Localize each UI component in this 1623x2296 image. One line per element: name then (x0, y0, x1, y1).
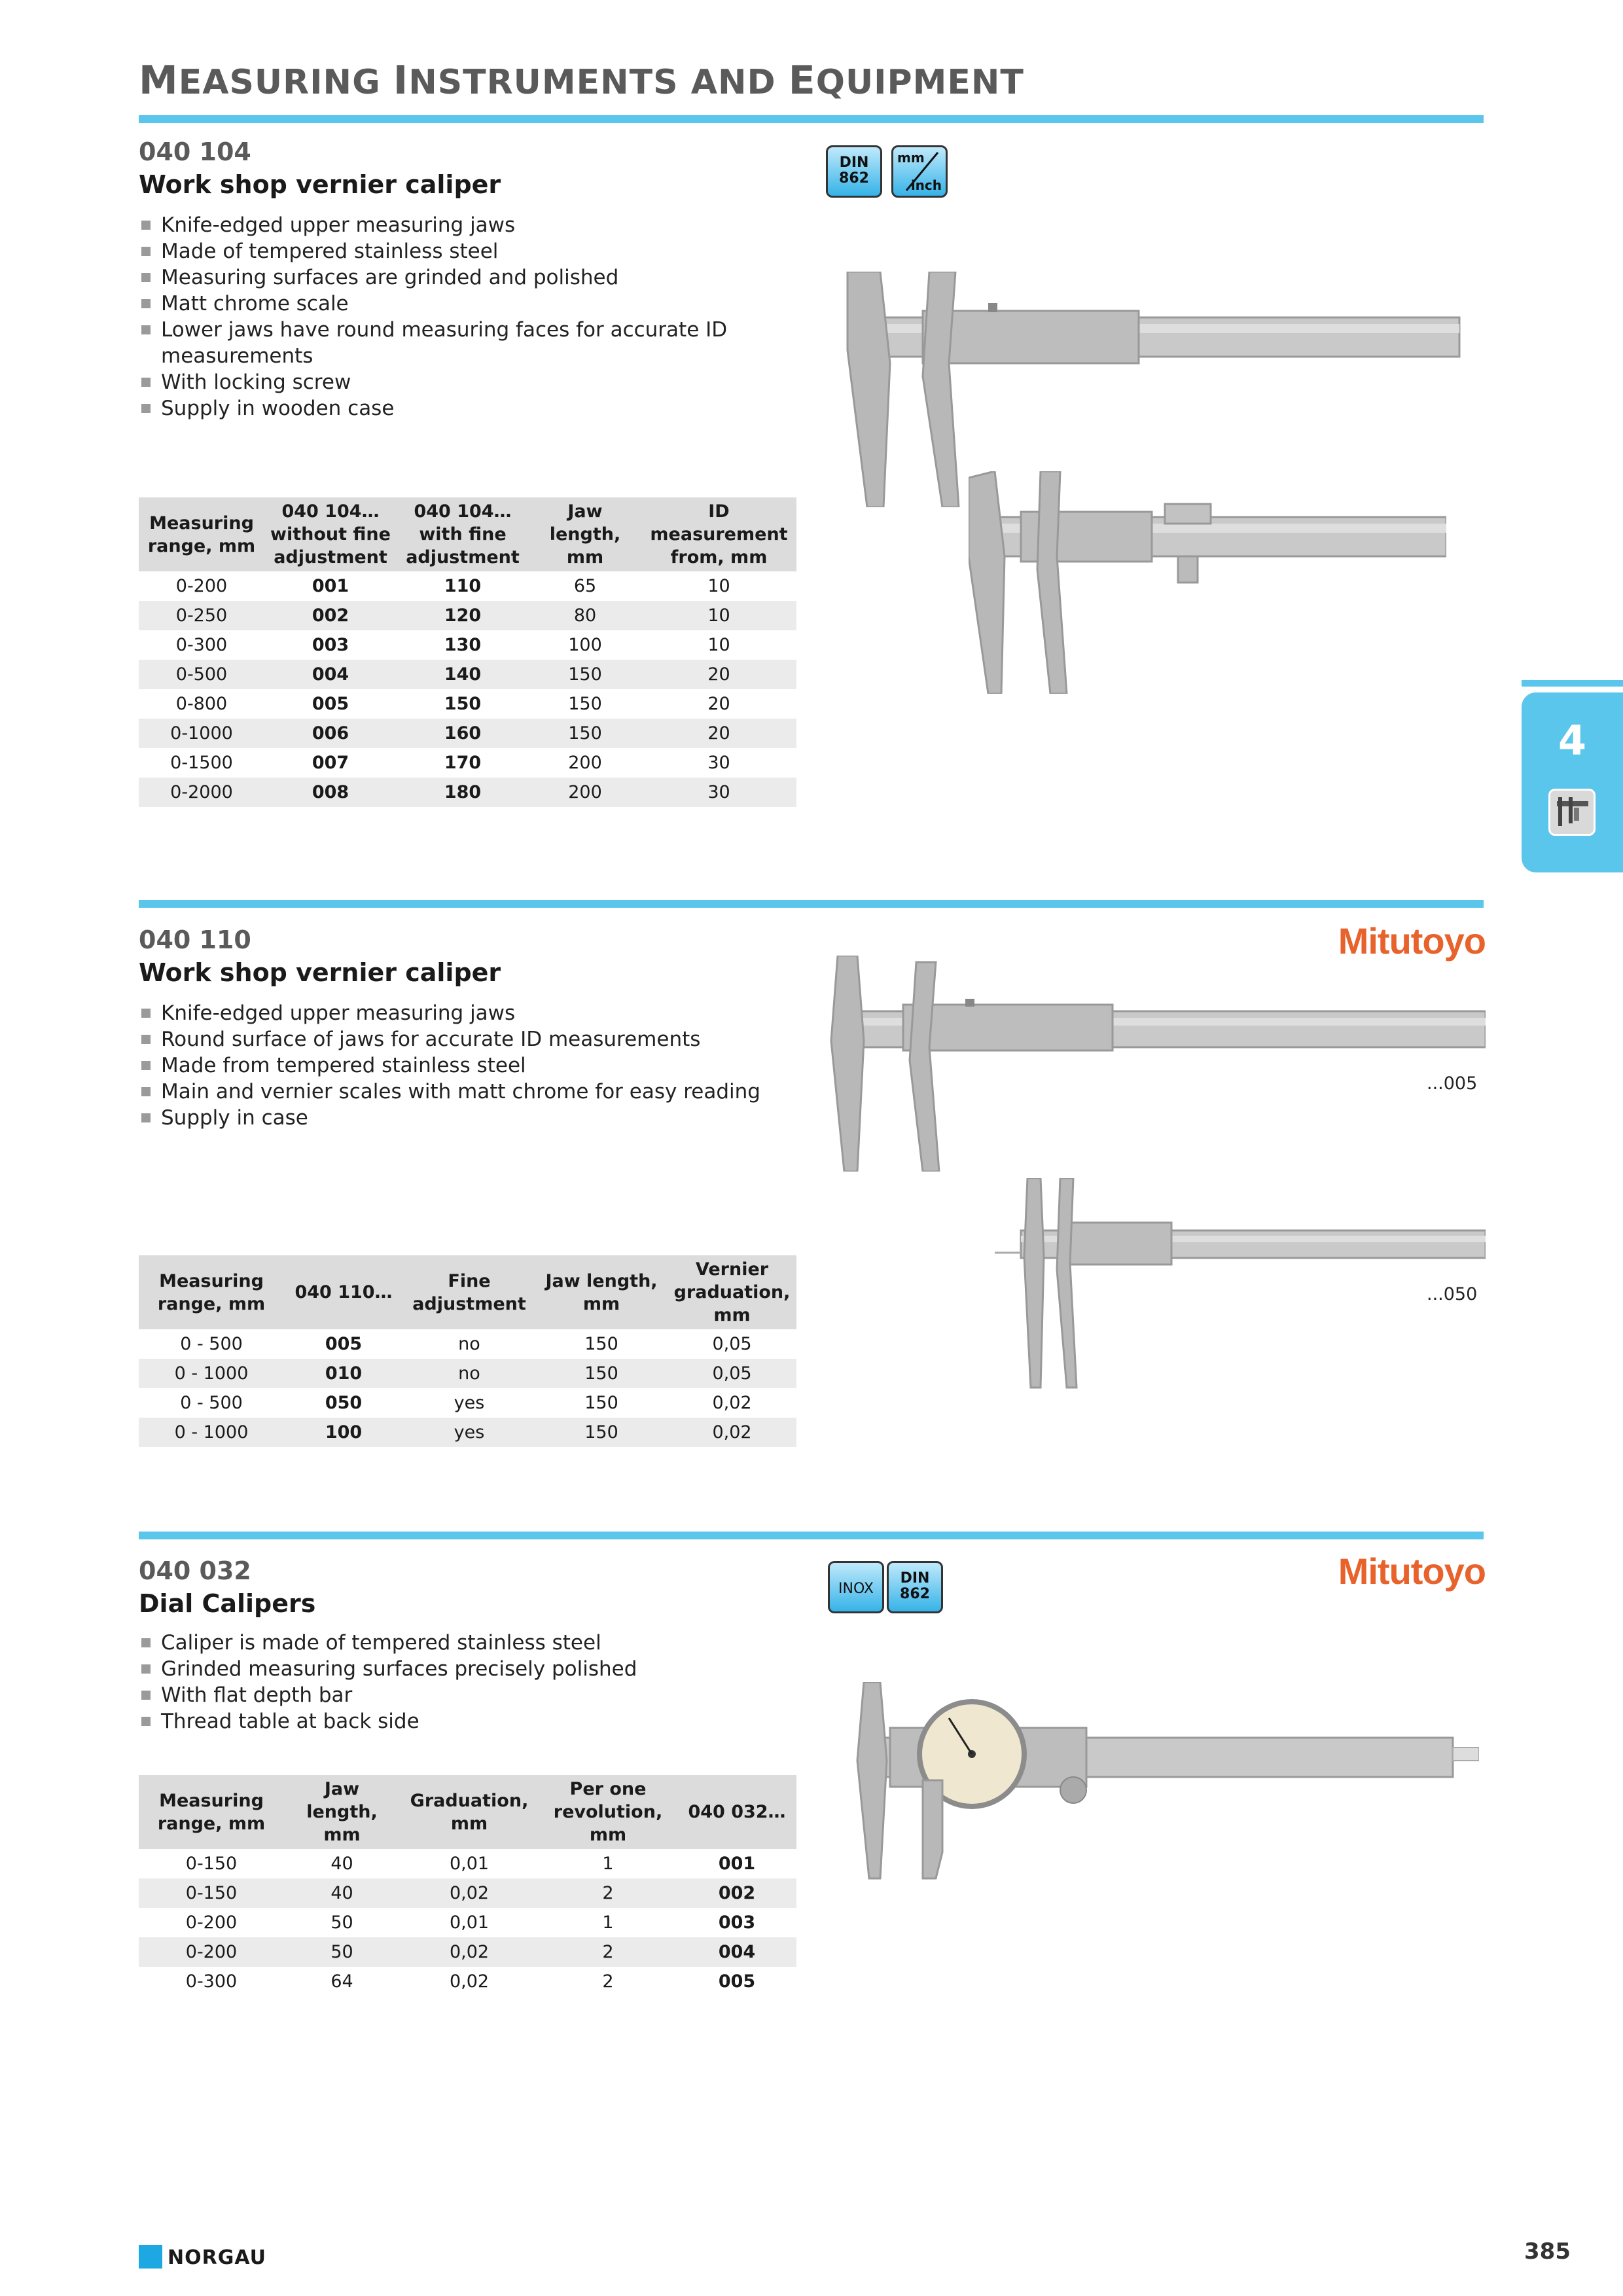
page-title: MEASURING INSTRUMENTS AND EQUIPMENT (139, 58, 1024, 103)
table-row (139, 719, 796, 748)
spec-table (139, 497, 796, 807)
product-code: 040 032 (139, 1556, 251, 1585)
table-cell: 120 (397, 601, 529, 630)
section-rule (139, 1532, 1484, 1539)
table-cell: 1 (602, 1912, 614, 1933)
variant-label: ...050 (1427, 1284, 1478, 1304)
variant-label: ...005 (1427, 1073, 1478, 1094)
table-cell: 150 (444, 694, 482, 714)
section-rule (139, 900, 1484, 908)
table-cell: 007 (312, 753, 349, 773)
column-header: Vernier graduation, mm (668, 1255, 796, 1329)
table-row (139, 689, 796, 719)
din-badge: DIN 862 (887, 1561, 943, 1613)
table-cell: 30 (641, 778, 796, 807)
table-cell: 130 (444, 635, 482, 655)
table-cell: 160 (397, 719, 529, 748)
table-cell: 80 (529, 601, 641, 630)
list-item: Round surface of jaws for accurate ID measurements (139, 1026, 793, 1052)
table-cell: 100 (568, 635, 602, 655)
column-header: Jaw length, mm (529, 497, 641, 571)
table-cell: 005 (718, 1971, 756, 1992)
column-header: Jaw length, mm (284, 1775, 400, 1849)
table-cell: 0,05 (668, 1359, 796, 1388)
table-cell: 003 (312, 635, 349, 655)
table-cell: 0,02 (400, 1937, 539, 1967)
table-cell: 50 (330, 1912, 353, 1933)
table-cell: 110 (444, 576, 482, 596)
table-cell: 0-200 (175, 576, 228, 596)
table-cell: 140 (397, 660, 529, 689)
table-cell: 65 (573, 576, 597, 596)
caliper-image-fine-adjust (969, 471, 1446, 694)
table-cell: 0-1000 (139, 719, 264, 748)
table-cell: 150 (584, 1334, 618, 1354)
list-item: Made of tempered stainless steel (139, 238, 728, 264)
table-cell: 64 (330, 1971, 353, 1992)
table-cell: 0 - 1000 (139, 1418, 284, 1447)
table-cell: 0-150 (185, 1854, 238, 1874)
din-badge: DIN 862 (826, 145, 882, 198)
product-name: Work shop vernier caliper (139, 958, 501, 987)
table-row (139, 660, 796, 689)
table-cell: 0,01 (449, 1912, 490, 1933)
table-cell: 0,02 (712, 1393, 752, 1413)
table-cell: 200 (529, 778, 641, 807)
table-cell: 0-500 (139, 660, 264, 689)
table-cell: 10 (707, 635, 730, 655)
feature-list (139, 1630, 793, 1734)
table-row (139, 1849, 796, 1878)
table-cell: 200 (568, 753, 602, 773)
table-cell: 0,02 (400, 1878, 539, 1908)
mm-inch-badge: mm inch (891, 145, 948, 198)
brand-logo: Mitutoyo (1338, 1551, 1486, 1592)
table-cell: 0-2000 (139, 778, 264, 807)
table-cell: 0,05 (712, 1334, 752, 1354)
table-cell: 40 (284, 1878, 400, 1908)
dial-caliper-image (851, 1682, 1479, 1918)
column-header: 040 110… (284, 1255, 403, 1329)
table-row (139, 1359, 796, 1388)
table-cell: 150 (568, 694, 602, 714)
table-cell: no (403, 1359, 535, 1388)
table-cell: 2 (539, 1878, 677, 1908)
chapter-number: 4 (1558, 717, 1587, 764)
product-name: Work shop vernier caliper (139, 170, 501, 199)
table-cell: 006 (264, 719, 397, 748)
table-cell: 2 (539, 1937, 677, 1967)
table-cell: 20 (641, 660, 796, 689)
list-item: With flat depth bar (139, 1682, 793, 1708)
table-cell: 0-200 (185, 1912, 238, 1933)
table-cell: 005 (312, 694, 349, 714)
list-item: Thread table at back side (139, 1708, 793, 1734)
table-cell: 2 (602, 1971, 614, 1992)
table-cell: 0-200 (139, 1937, 284, 1967)
table-cell: 002 (677, 1878, 796, 1908)
table-cell: 0-800 (175, 694, 228, 714)
table-cell: 20 (641, 719, 796, 748)
page-number: 385 (1524, 2238, 1571, 2265)
table-cell: 150 (584, 1393, 618, 1413)
table-cell: 0 - 1000 (139, 1359, 284, 1388)
product-name: Dial Calipers (139, 1589, 316, 1618)
table-cell: 001 (312, 576, 349, 596)
spec-table (139, 1775, 796, 1996)
column-header: 040 104… without fine adjustment (264, 497, 397, 571)
list-item: Knife-edged upper measuring jaws (139, 1000, 793, 1026)
table-cell: 0-250 (139, 601, 264, 630)
column-header: Graduation, mm (400, 1775, 539, 1849)
table-row (139, 1329, 796, 1359)
table-cell: 008 (264, 778, 397, 807)
list-item: Grinded measuring surfaces precisely polished (139, 1656, 793, 1682)
table-cell: 003 (718, 1912, 756, 1933)
spec-table (139, 1255, 796, 1447)
table-cell: 100 (284, 1418, 403, 1447)
table-row (139, 1388, 796, 1418)
list-item: Lower jaws have round measuring faces for accurate ID measurements (139, 317, 728, 369)
table-cell: 0 - 500 (180, 1393, 243, 1413)
product-code: 040 104 (139, 137, 251, 166)
table-row (139, 630, 796, 660)
table-cell: yes (454, 1393, 485, 1413)
table-cell: 150 (529, 719, 641, 748)
footer-logo-mark (139, 2245, 162, 2269)
feature-list (139, 1000, 793, 1131)
table-cell: 004 (677, 1937, 796, 1967)
table-cell: 10 (707, 576, 730, 596)
column-header: ID measurement from, mm (641, 497, 796, 571)
table-cell: 10 (641, 601, 796, 630)
column-header: Jaw length, mm (535, 1255, 668, 1329)
table-cell: 150 (535, 1359, 668, 1388)
table-row (139, 748, 796, 778)
table-cell: 005 (325, 1334, 363, 1354)
table-row (139, 1418, 796, 1447)
table-cell: 0,02 (449, 1971, 490, 1992)
column-header: Per one revolution, mm (539, 1775, 677, 1849)
caliper-image (825, 956, 1486, 1172)
list-item: Supply in case (139, 1105, 793, 1131)
table-row (139, 1908, 796, 1937)
feature-list (139, 212, 728, 422)
list-item: Matt chrome scale (139, 291, 728, 317)
list-item: Measuring surfaces are grinded and polished (139, 264, 728, 291)
list-item: Knife-edged upper measuring jaws (139, 212, 728, 238)
table-cell: 0-300 (185, 1971, 238, 1992)
table-cell: 0-150 (139, 1878, 284, 1908)
column-header: Measuring range, mm (139, 497, 264, 571)
table-cell: 050 (325, 1393, 363, 1413)
table-cell: 40 (330, 1854, 353, 1874)
table-cell: 0,02 (668, 1418, 796, 1447)
table-cell: 150 (529, 660, 641, 689)
table-cell: yes (403, 1418, 535, 1447)
table-cell: 0-300 (175, 635, 228, 655)
table-cell: 001 (718, 1854, 756, 1874)
chapter-tab-line (1522, 680, 1623, 687)
footer-brand: NORGAU (168, 2246, 266, 2269)
table-cell: 002 (264, 601, 397, 630)
table-row (139, 1967, 796, 1996)
column-header: Measuring range, mm (139, 1775, 284, 1849)
caliper-icon (1548, 789, 1596, 836)
table-row (139, 601, 796, 630)
table-cell: 0-1500 (170, 753, 233, 773)
table-cell: 004 (264, 660, 397, 689)
inox-badge: INOX (828, 1561, 884, 1613)
table-cell: 1 (602, 1854, 614, 1874)
table-cell: 0,01 (449, 1854, 490, 1874)
column-header: Measuring range, mm (139, 1255, 284, 1329)
table-cell: 180 (397, 778, 529, 807)
list-item: Made from tempered stainless steel (139, 1052, 793, 1079)
list-item: Main and vernier scales with matt chrome for easy reading (139, 1079, 793, 1105)
product-code: 040 110 (139, 925, 251, 954)
table-cell: 0 - 500 (180, 1334, 243, 1354)
table-cell: 170 (444, 753, 482, 773)
table-cell: 30 (707, 753, 730, 773)
table-cell: 150 (535, 1418, 668, 1447)
brand-logo: Mitutoyo (1338, 920, 1486, 961)
caliper-image-fine-adjust (995, 1178, 1486, 1394)
table-cell: 50 (284, 1937, 400, 1967)
header-rule (139, 115, 1484, 123)
list-item: Supply in wooden case (139, 395, 728, 422)
column-header: 040 032… (677, 1775, 796, 1849)
table-row (139, 1937, 796, 1967)
table-cell: 010 (284, 1359, 403, 1388)
list-item: Caliper is made of tempered stainless steel (139, 1630, 793, 1656)
column-header: 040 104… with fine adjustment (397, 497, 529, 571)
column-header: Fine adjustment (403, 1255, 535, 1329)
table-cell: 20 (707, 694, 730, 714)
table-cell: no (458, 1334, 480, 1354)
list-item: With locking screw (139, 369, 728, 395)
table-row (139, 778, 796, 807)
table-row (139, 571, 796, 601)
table-row (139, 1878, 796, 1908)
